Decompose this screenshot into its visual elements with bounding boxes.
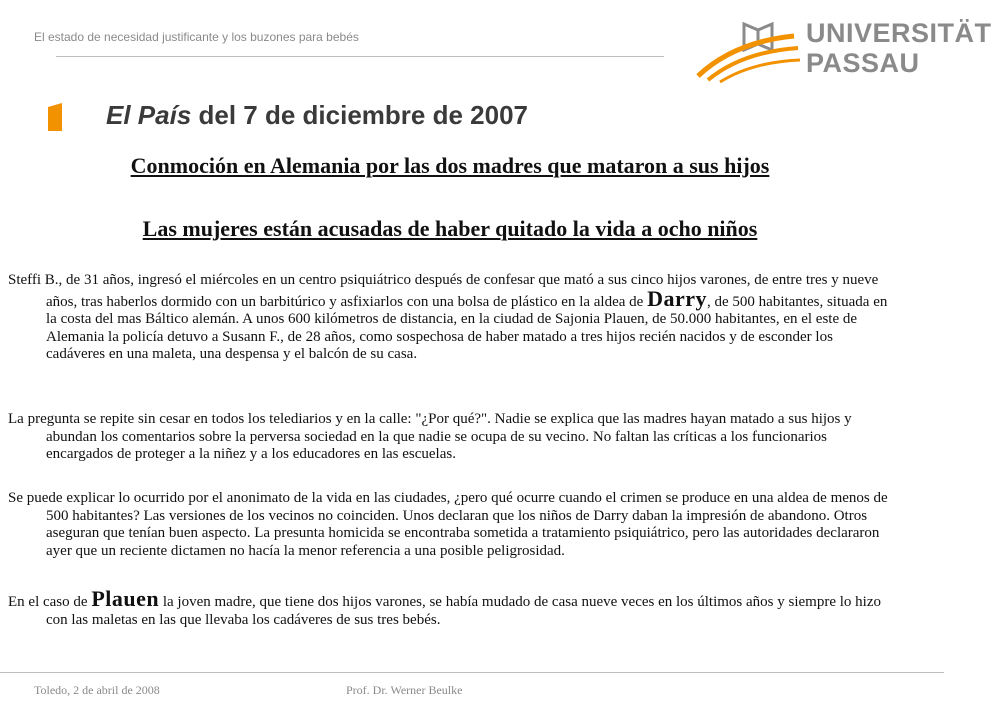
paragraph-4-text-b: la joven madre, que tiene dos hijos varones, se había mudado de casa nueve veces en los últimos años y siempre lo hizo con las maletas en las que llevaba los cadáveres de sus tres bebés. bbox=[46, 594, 881, 628]
slide-title-publication: El País bbox=[106, 100, 192, 130]
slide-title-date: del 7 de diciembre de 2007 bbox=[191, 100, 528, 130]
emphasis-darry: Darry bbox=[647, 285, 707, 311]
paragraph-1-text-b: , de 500 habitantes, situada en la costa del mas Báltico alemán. A unos 600 kilómetros de distancia, en la ciudad de Sajonia Plauen, de 50.000 habitantes, en el este de Alemania la policía detuvo a Susann F., de 28 años, como sospechosa de haber matado a tres hijos recién nacidos y de esconder los cadáveres en una maleta, una despensa y el balcón de su casa. bbox=[46, 293, 888, 362]
emphasis-plauen: Plauen bbox=[91, 586, 160, 611]
footer-author: Prof. Dr. Werner Beulke bbox=[346, 683, 463, 697]
article-headline: Conmoción en Alemania por las dos madres que mataron a sus hijos bbox=[130, 153, 770, 178]
header-title: El estado de necesidad justificante y los buzones para bebés bbox=[34, 30, 359, 44]
footer-date-location: Toledo, 2 de abril de 2008 bbox=[34, 683, 160, 697]
article-paragraph-2: La pregunta se repite sin cesar en todos los telediarios y en la calle: "¿Por qué?". Nadie se explica que las madres hayan matado a sus hijos y abundan los comentarios sobre la perversa sociedad en la que nadie se ocupa de su vecino. No faltan las críticas a los funcionarios encargados de proteger a la niñez y a los educadores en las escuelas. bbox=[8, 411, 852, 462]
footer-divider bbox=[0, 672, 944, 673]
logo-line-1: UNIVERSITÄT bbox=[806, 18, 992, 48]
paragraph-4-text-a: En el caso de bbox=[8, 594, 92, 610]
orange-bullet-icon bbox=[48, 103, 62, 131]
paragraph-1-text-a: Steffi B., de 31 años, ingresó el miércoles en un centro psiquiátrico después de confesar que mató a sus cinco hijos varones, de entre tres y nueve años, tras haberlos dormido con un barbitúrico y asfixiarlos con una bolsa de plástico en la aldea de bbox=[8, 272, 879, 310]
university-passau-logo-icon bbox=[694, 14, 804, 84]
slide-title bbox=[106, 100, 528, 131]
header-divider bbox=[56, 56, 664, 57]
article-subheadline: Las mujeres están acusadas de haber quitado la vida a ocho niños bbox=[142, 216, 758, 241]
logo-line-2: PASSAU bbox=[806, 48, 920, 78]
university-logo bbox=[694, 14, 992, 84]
logo-wordmark bbox=[806, 18, 992, 78]
article-paragraph-1 bbox=[8, 272, 891, 364]
article-paragraph-3: Se puede explicar lo ocurrido por el anonimato de la vida en las ciudades, ¿pero qué ocurre cuando el crimen se produce en una aldea de menos de 500 habitantes? Las versiones de los vecinos no coinciden. Unos declaran que los niños de Darry daban la impresión de abandono. Otros aseguran que tenían buen aspecto. La presunta homicida se encontraba sometida a tratamiento psiquiátrico, pero las autoridades declararon ayer que un reciente dictamen no hacía la menor referencia a una posible peligrosidad. bbox=[8, 490, 888, 559]
article-paragraph-4 bbox=[8, 586, 891, 629]
